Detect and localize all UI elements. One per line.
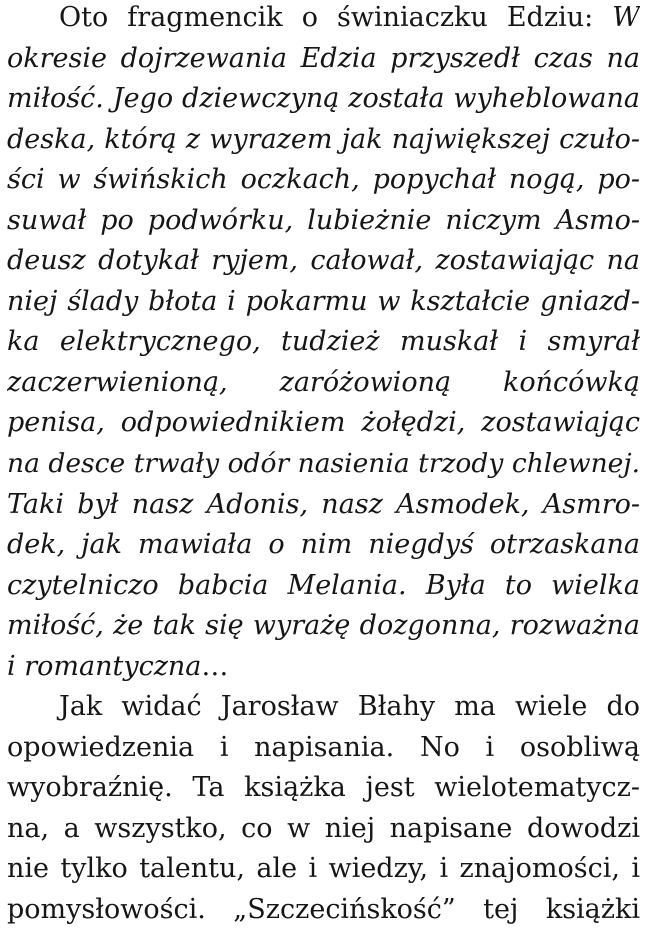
text-line: Taki był nasz Adonis, nasz Asmodek, Asmro- [7,488,640,520]
text-line: wyobraźnię. Ta książka jest wielotematycz- [7,772,640,804]
text-line: na, a wszystko, co w niej napisane dowodzi [7,812,640,844]
text-line: na desce trwały odór nasienia trzody chlewnej. [7,448,640,480]
text-line: czytelniczo babcia Melania. Była to wielka [7,569,640,601]
text-line: i romantyczna… [7,650,229,682]
paragraph-quote-excerpt [7,0,640,687]
text-line: niej ślady błota i pokarmu w kształcie gniazd- [7,285,640,317]
text-line: penisa, odpowiednikiem żołędzi, zostawiając [7,407,640,439]
text-line: deska, którą z wyrazem jak największej czuło- [7,123,640,155]
text-line: ści w świńskich oczkach, popychał nogą, po- [7,164,640,196]
text-line: miłość, że tak się wyrażę dozgonna, rozważna [7,610,640,642]
text-line: ka elektrycznego, tudzież muskał i smyrał [7,326,640,358]
text-line: zaczerwienioną, zaróżowioną końcówką [7,366,640,398]
text-line: okresie dojrzewania Edzia przyszedł czas na [7,42,640,74]
text-line: dek, jak mawiała o nim niegdyś otrzaskana [7,529,640,561]
text-line: pomysłowości. „Szczecińskość” tej książki [7,894,640,926]
text-line: suwał po podwórku, lubieżnie niczym Asmo- [7,204,640,236]
text-line: Jak widać Jarosław Błahy ma wiele do [59,691,640,723]
text-line: deusz dotykał ryjem, całował, zostawiając na [7,245,640,277]
paragraph-commentary [7,687,640,930]
text-line: Oto fragmencik o świniaczku Edziu: W [59,2,640,33]
text-line: opowiedzenia i napisania. No i osobliwą [7,731,640,763]
text-line: nie tylko talentu, ale i wiedzy, i znajomości, i [7,853,640,885]
text-line: miłość. Jego dziewczyną została wyheblowana [7,83,640,115]
